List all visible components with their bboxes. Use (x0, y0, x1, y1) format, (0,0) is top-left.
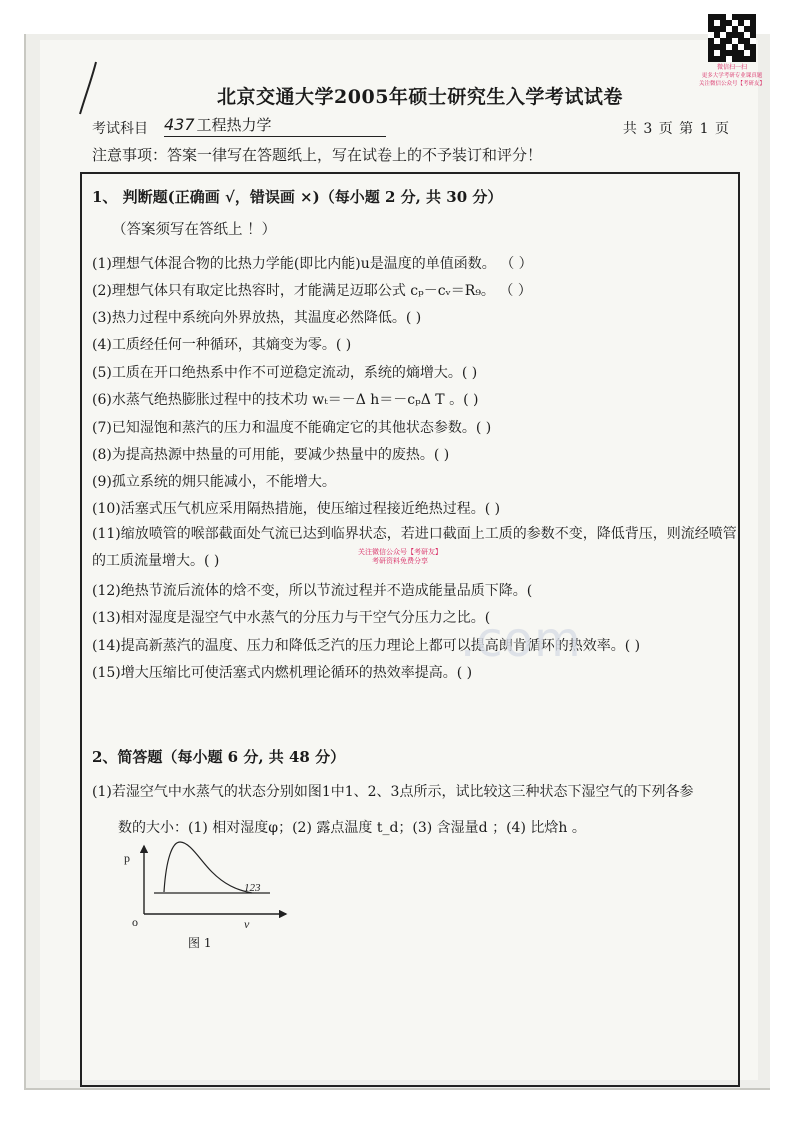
short-question-line1: (1)若湿空气中水蒸气的状态分别如图1中1、2、3点所示，试比较这三种状态下湿空气的下列各参 (92, 784, 694, 800)
judge-item: (2)理想气体只有取定比热容时，才能满足迈耶公式 cₚ－cᵥ＝R₉。 （ ） (92, 283, 532, 299)
subject-code: 437 (164, 115, 195, 134)
subject-row (92, 115, 732, 140)
pv-diagram (120, 840, 300, 940)
subject-value (164, 114, 386, 137)
judge-item: (5)工质在开口绝热系中作不可逆稳定流动，系统的熵增大。( ) (92, 365, 478, 381)
page-count: 共 3 页 第 1 页 (622, 121, 730, 137)
qr-code-block[interactable] (690, 14, 774, 88)
judge-item: (6)水蒸气绝热膨胀过程中的技术功 wₜ＝－Δ h＝－cₚΔ T 。( ) (92, 392, 479, 408)
x-axis-label: v (244, 917, 250, 931)
exam-notice: 注意事项：答案一律写在答题纸上，写在试卷上的不予装订和评分！ (92, 146, 543, 164)
judge-item: (11)缩放喷管的喉部截面处气流已达到临界状态，若进口截面上工质的参数不变，降低背压，则流经喷管的工质流量增大。( ) (92, 526, 737, 569)
judge-item: (8)为提高热源中热量的可用能，要减少热量中的废热。( ) (92, 447, 450, 463)
figure-caption: 图 1 (188, 936, 212, 950)
judge-item: (14)提高新蒸汽的温度、压力和降低乏汽的压力理论上都可以提高朗肯循环的热效率。( ) (92, 638, 641, 654)
section2-heading: 2、简答题（每小题 6 分, 共 48 分） (92, 748, 346, 766)
qr-code-icon (708, 14, 756, 62)
y-axis-label: p (124, 851, 130, 865)
origin-label: o (132, 915, 138, 929)
judge-item: (7)已知湿饱和蒸汽的压力和温度不能确定它的其他状态参数。( ) (92, 420, 492, 436)
section1-heading: 1、 判断题(正确画 √，错误画 ×)（每小题 2 分, 共 30 分） (92, 188, 503, 206)
judge-item: (13)相对湿度是湿空气中水蒸气的分压力与干空气分压力之比。( (92, 610, 491, 626)
state-points-label: 123 (244, 882, 261, 894)
judge-item: (9)孤立系统的㶲只能减小，不能增大。 (92, 474, 336, 490)
qr-caption-line2: 更多大学考研专业课真题 (701, 73, 763, 79)
judge-item: (3)热力过程中系统向外界放热，其温度必然降低。( ) (92, 310, 422, 326)
judge-item: (1)理想气体混合物的比热力学能(即比内能)u是温度的单值函数。 （ ） (92, 256, 533, 272)
watermark-site: .com (460, 612, 582, 668)
judge-item: (15)增大压缩比可使活塞式内燃机理论循环的热效率提高。( ) (92, 665, 473, 681)
exam-title: 北京交通大学2005年硕士研究生入学考试试卷 (217, 86, 623, 108)
saturation-curve (164, 842, 252, 893)
subject-name: 工程热力学 (196, 116, 272, 134)
qr-caption-line3: 关注微信公众号【考研友】 (698, 81, 765, 87)
watermark-line2: 考研资料免费分享 (372, 557, 428, 565)
pen-mark (74, 58, 104, 118)
watermark-text (330, 548, 470, 566)
judge-item: (10)活塞式压气机应采用隔热措施，使压缩过程接近绝热过程。( ) (92, 501, 501, 517)
subject-label: 考试科目 (92, 121, 148, 137)
judge-item: (4)工质经任何一种循环，其熵变为零。( ) (92, 337, 352, 353)
watermark-line1: 关注微信公众号【考研友】 (358, 548, 442, 556)
section1-note: （答案须写在答纸上 ！） (112, 222, 277, 238)
judge-item: (12)绝热节流后流体的焓不变，所以节流过程并不造成能量品质下降。( (92, 583, 533, 599)
qr-caption: 微信扫一扫 (716, 64, 747, 71)
short-question-line2: 数的大小：(1) 相对湿度φ；(2) 露点温度 t_d；(3) 含湿量d ；(4) 比焓h 。 (118, 820, 586, 836)
